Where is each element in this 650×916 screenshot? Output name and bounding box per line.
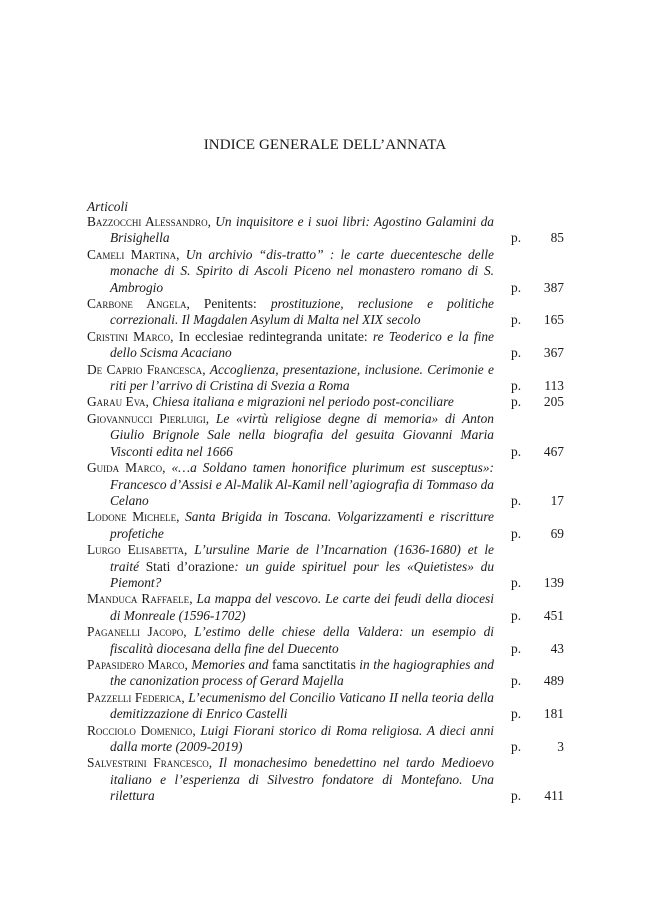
- page-prefix: p.: [511, 673, 522, 689]
- page-prefix: p.: [511, 394, 522, 410]
- page-number: 367: [543, 345, 564, 361]
- entry-title-segment: Accoglienza, presentazione, inclusione. Cerimonie e riti per l’arrivo di Cristina di Svezia a Roma: [110, 361, 494, 394]
- entry-title-segment: Penitents:: [203, 296, 271, 312]
- entry-title-segment: in the hagiographies and the canonization process of Gerard Majella: [110, 656, 494, 689]
- page-number: 165: [543, 312, 564, 328]
- page-prefix: p.: [511, 279, 522, 295]
- page-number: 181: [543, 706, 564, 722]
- entry-author: Cameli Martina: [87, 246, 177, 262]
- index-entry: [87, 624, 564, 657]
- index-entry: [87, 542, 564, 591]
- index-entry: [87, 214, 564, 247]
- entry-title-segment: «…a Soldano tamen honorifice plurimum est susceptus»: Francesco d’Assisi e Al-Malik Al-Kamil nell’agiografia di Tommaso da Celano: [110, 460, 494, 508]
- entry-title-segment: La mappa del vescovo. Le carte dei feudi della diocesi di Monreale (1596-1702): [110, 591, 494, 623]
- page-number: 113: [544, 378, 564, 394]
- entry-title-segment: re Teoderico e la fine dello Scisma Acaciano: [110, 328, 494, 361]
- page-number: 3: [557, 739, 564, 754]
- entry-text: Bazzocchi Alessandro, Un inquisitore e i suoi libri: Agostino Galamini da Brisighella: [87, 214, 494, 246]
- page-number: 411: [544, 788, 564, 804]
- entry-text: Cristini Marco, In ecclesiae redintegranda unitate: re Teoderico e la fine dello Scisma Acaciano: [87, 328, 494, 361]
- page-number: 69: [550, 525, 564, 541]
- entry-author: Salvestrini Francesco: [87, 755, 209, 771]
- entry-title-segment: Un inquisitore e i suoi libri: Agostino Galamini da Brisighella: [110, 214, 494, 246]
- entry-text: De Caprio Francesca, Accoglienza, presentazione, inclusione. Cerimonie e riti per l’arrivo di Cristina di Svezia a Roma: [87, 361, 494, 394]
- page-number: 17: [550, 492, 564, 508]
- entry-text: Cameli Martina, Un archivio “dis-tratto” : le carte duecentesche delle monache di S. Spirito di Ascoli Piceno nel monastero romano di S. Ambrogio: [87, 246, 494, 295]
- entry-author: Giovannucci Pierluigi: [87, 410, 206, 426]
- entry-title-segment: L’estimo delle chiese della Valdera: un esempio di fiscalità diocesana della fine del Duecento: [110, 624, 494, 656]
- entry-text: Giovannucci Pierluigi, Le «virtù religiose degne di memoria» di Anton Giulio Brignole Sale nella biografia del gesuita Giovanni Maria Visconti edita nel 1666: [87, 410, 494, 459]
- entry-title-segment: Un archivio “dis-tratto” : le carte duecentesche delle monache di S. Spirito di Ascoli Piceno nel monastero romano di S. Ambrogio: [110, 246, 494, 295]
- entry-title-segment: Luigi Fiorani storico di Roma religiosa. A dieci anni dalla morte (2009-2019): [110, 722, 494, 754]
- entry-text: Carbone Angela, Penitents: prostituzione, reclusione e politiche correzionali. Il Magdalen Asylum di Malta nel XIX secolo: [87, 296, 494, 328]
- entry-text: Papasidero Marco, Memories and fama sanctitatis in the hagiographies and the canonization process of Gerard Majella: [87, 656, 494, 689]
- page-number: 489: [543, 673, 564, 689]
- index-entry: [87, 723, 564, 756]
- entry-text: Lodone Michele, Santa Brigida in Toscana. Volgarizzamenti e riscritture profetiche: [87, 509, 495, 541]
- page-prefix: p.: [511, 345, 522, 361]
- entry-title-segment: prostituzione, reclusione e politiche correzionali. Il Magdalen Asylum di Malta nel XIX secolo: [110, 296, 494, 328]
- entry-title-segment: Il monachesimo benedettino nel tardo Medioevo italiano e l’esperienza di Silvestro fondatore di Montefano. Una rilettura: [110, 755, 494, 804]
- entry-title-segment: L’ecumenismo del Concilio Vaticano II nella teoria della demitizzazione di Enrico Castelli: [110, 689, 495, 722]
- entry-author: Carbone Angela: [87, 296, 187, 312]
- entry-text: Guida Marco, «…a Soldano tamen honorifice plurimum est susceptus»: Francesco d’Assisi e Al-Malik Al-Kamil nell’agiografia di Tommaso da Celano: [87, 460, 494, 508]
- entry-author: Paganelli Jacopo: [87, 624, 184, 640]
- page-prefix: p.: [511, 706, 522, 722]
- index-entry: [87, 411, 564, 460]
- page-number: 85: [550, 230, 564, 246]
- entry-title-segment: L’ursuline Marie de l’Incarnation (1636-1680) et le traité: [110, 542, 494, 574]
- page-number: 387: [543, 279, 564, 295]
- index-entry: [87, 247, 564, 296]
- entry-title-segment: : un guide spirituel pour les «Quietistes» du Piemont?: [110, 558, 495, 590]
- index-entry: [87, 690, 564, 723]
- entry-title-segment: fama sanctitatis: [272, 656, 360, 672]
- entry-title-segment: Le «virtù religiose degne di memoria» di Anton Giulio Brignole Sale nella biografia del gesuita Giovanni Maria Visconti edita nel 1666: [110, 410, 494, 459]
- entry-author: Lurgo Elisabetta: [87, 542, 185, 558]
- entry-author: Pazzelli Federica: [87, 689, 182, 705]
- index-entry: [87, 657, 564, 690]
- entry-author: Papasidero Marco: [87, 656, 185, 672]
- index-entry: [87, 296, 564, 329]
- page-prefix: p.: [511, 312, 522, 328]
- index-entry: [87, 362, 564, 395]
- entry-author: Lodone Michele: [87, 509, 177, 525]
- page-number: 205: [543, 394, 564, 410]
- entry-text: Lurgo Elisabetta, L’ursuline Marie de l’Incarnation (1636-1680) et le traité Stati d’orazione: un guide spirituel pour les «Quietistes» du Piemont?: [87, 542, 495, 590]
- entry-title-segment: Chiesa italiana e migrazioni nel periodo post-conciliare: [152, 394, 454, 410]
- page-prefix: p.: [511, 607, 522, 623]
- page-prefix: p.: [511, 788, 522, 804]
- section-label: Articoli: [87, 199, 128, 214]
- entry-title-segment: In ecclesiae redintegranda unitate:: [178, 328, 373, 344]
- entry-text: Garau Eva, Chiesa italiana e migrazioni nel periodo post-conciliare: [87, 394, 454, 410]
- page-number: 451: [543, 607, 564, 623]
- index-entry: [87, 329, 564, 362]
- index-entries: [87, 214, 564, 805]
- page-prefix: p.: [511, 443, 522, 459]
- entry-text: Salvestrini Francesco, Il monachesimo benedettino nel tardo Medioevo italiano e l’esperienza di Silvestro fondatore di Montefano. Una rilettura: [87, 755, 494, 804]
- entry-title-segment: Santa Brigida in Toscana. Volgarizzamenti e riscritture profetiche: [110, 509, 495, 541]
- entry-author: Bazzocchi Alessandro: [87, 214, 208, 229]
- entry-author: De Caprio Francesca: [87, 361, 203, 377]
- page-number: 139: [543, 574, 564, 590]
- entry-text: Rocciolo Domenico, Luigi Fiorani storico di Roma religiosa. A dieci anni dalla morte (2009-2019): [87, 722, 494, 754]
- page-number: 467: [543, 443, 564, 459]
- index-entry: [87, 509, 564, 542]
- entry-text: Paganelli Jacopo, L’estimo delle chiese della Valdera: un esempio di fiscalità diocesana della fine del Duecento: [87, 624, 494, 656]
- entry-author: Guida Marco: [87, 460, 163, 476]
- entry-author: Rocciolo Domenico: [87, 722, 193, 738]
- page-prefix: p.: [511, 525, 522, 541]
- page-number: 43: [550, 640, 564, 656]
- entry-title-segment: Stati d’orazione: [145, 558, 235, 574]
- entry-author: Manduca Raffaele: [87, 591, 190, 607]
- page-prefix: p.: [511, 640, 522, 656]
- page-prefix: p.: [511, 739, 522, 754]
- entry-title-segment: Memories and: [191, 656, 272, 672]
- index-entry: [87, 591, 564, 624]
- page-prefix: p.: [511, 492, 522, 508]
- index-entry: [87, 394, 564, 410]
- entry-author: Garau Eva: [87, 394, 146, 410]
- page-prefix: p.: [511, 230, 522, 246]
- entry-text: Pazzelli Federica, L’ecumenismo del Concilio Vaticano II nella teoria della demitizzazione di Enrico Castelli: [87, 689, 495, 722]
- index-entry: [87, 755, 564, 804]
- page-prefix: p.: [511, 378, 522, 394]
- page-title: INDICE GENERALE DELL’ANNATA: [203, 137, 447, 153]
- entry-author: Cristini Marco: [87, 328, 171, 344]
- page-prefix: p.: [511, 574, 522, 590]
- index-entry: [87, 460, 564, 509]
- entry-text: Manduca Raffaele, La mappa del vescovo. Le carte dei feudi della diocesi di Monreale (1596-1702): [87, 591, 494, 623]
